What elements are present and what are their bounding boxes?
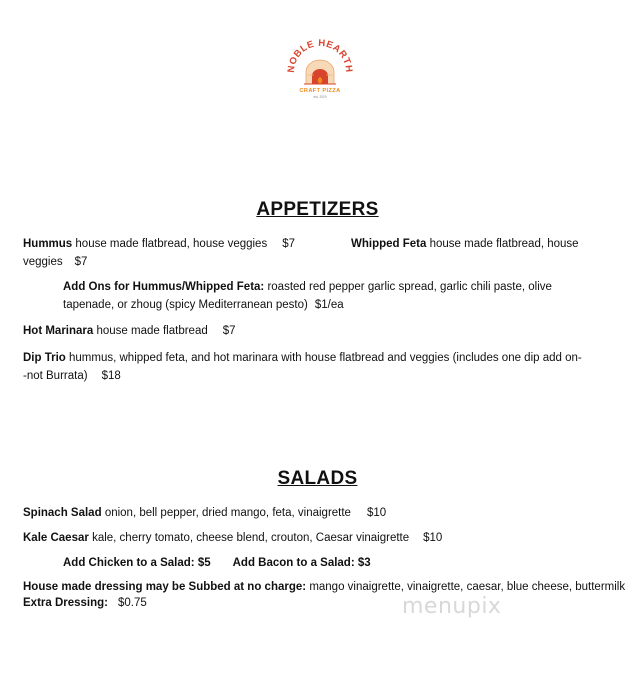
menu-item-dip-trio-cont: [23, 368, 623, 385]
salads-heading: SALADS: [277, 468, 358, 489]
logo-sub: est. 2019: [313, 95, 327, 99]
item-name: Kale Caesar: [23, 532, 89, 544]
add-ons-line: [63, 279, 635, 296]
item-description: house made flatbread: [96, 325, 208, 337]
menu-item-hummus: [23, 236, 623, 253]
appetizers-heading: APPETIZERS: [256, 199, 379, 220]
extra-dressing-price: $0.75: [118, 597, 147, 609]
menu-item-whipped-feta-cont: [23, 254, 623, 271]
item-price: $18: [101, 370, 121, 382]
item-price: $7: [74, 256, 88, 268]
item-description: house made flatbread, house veggies: [75, 238, 268, 250]
add-chicken: Add Chicken to a Salad: $5: [63, 557, 211, 569]
add-ons-description: roasted red pepper garlic spread, garlic chili paste, olive: [267, 281, 552, 293]
item-name: Dip Trio: [23, 352, 66, 364]
extra-dressing-label: Extra Dressing:: [23, 597, 109, 609]
item-description: kale, cherry tomato, cheese blend, crouton, Caesar vinaigrette: [92, 532, 410, 544]
item-price: $7: [282, 238, 296, 250]
add-ons-price: $1/ea: [314, 299, 344, 311]
menupix-watermark: menupix: [402, 594, 502, 619]
menu-item-spinach-salad: [23, 505, 623, 522]
menu-item-dip-trio: [23, 350, 623, 367]
dressing-note-label: House made dressing may be Subbed at no charge:: [23, 581, 307, 593]
item-description-2: -not Burrata): [23, 370, 88, 382]
menu-item-kale-caesar: [23, 530, 623, 547]
menu-item-hot-marinara: [23, 323, 623, 340]
logo-graphic: [284, 38, 356, 104]
item-price: $10: [366, 507, 387, 519]
item-price: $7: [222, 325, 236, 337]
add-ons-description-2: tapenade, or zhoug (spicy Mediterranean pesto): [63, 299, 308, 311]
item-price: $10: [423, 532, 443, 544]
add-ons-label: Add Ons for Hummus/Whipped Feta:: [63, 281, 265, 293]
logo-tagline: CRAFT PIZZA: [299, 88, 341, 94]
noble-hearth-logo: [284, 38, 356, 104]
item-description: onion, bell pepper, dried mango, feta, vinaigrette: [104, 507, 351, 519]
item-name: Hot Marinara: [23, 325, 94, 337]
item-name: Hummus: [23, 238, 73, 250]
dressing-note-options: mango vinaigrette, vinaigrette, caesar, blue cheese, buttermilk: [309, 581, 626, 593]
dressing-note: [23, 579, 626, 596]
item-description: house made flatbread, house: [429, 238, 579, 250]
item-name: Spinach Salad: [23, 507, 102, 519]
item-name: Whipped Feta: [351, 238, 427, 250]
add-ons-line-2: [63, 297, 635, 314]
logo-arc-text: NOBLE HEARTH: [285, 38, 355, 74]
item-description: veggies: [23, 256, 63, 268]
extra-dressing: [23, 595, 623, 612]
salad-add-ons: [63, 555, 635, 572]
item-description: hummus, whipped feta, and hot marinara with house flatbread and veggies (includes one dip add on-: [69, 352, 582, 364]
add-bacon: Add Bacon to a Salad: $3: [232, 557, 371, 569]
